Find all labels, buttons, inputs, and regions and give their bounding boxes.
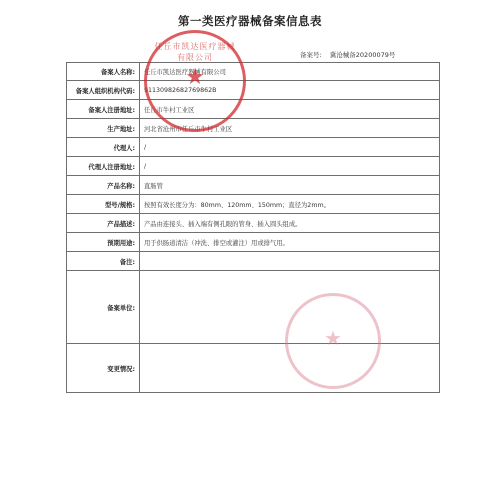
page-title: 第一类医疗器械备案信息表 xyxy=(178,14,322,28)
table-row xyxy=(67,138,440,157)
table-row xyxy=(67,63,440,81)
field-label: 产品描述: xyxy=(67,214,140,233)
field-label: 备案人名称: xyxy=(67,63,140,81)
record-number xyxy=(300,50,395,59)
field-label: 型号/规格: xyxy=(67,195,140,214)
field-label: 备案人组织机构代码: xyxy=(67,81,140,100)
change-info-label: 变更情况: xyxy=(67,344,140,393)
table-row xyxy=(67,100,440,119)
field-value: 用于供肠道清洁（冲洗、排空或灌注）用或排气用。 xyxy=(140,233,440,252)
field-value: / xyxy=(140,157,440,176)
field-value: / xyxy=(140,138,440,157)
field-label: 备注: xyxy=(67,252,140,271)
table-row xyxy=(67,195,440,214)
company-seal-text: 任丘市凯达医疗器械有限公司 xyxy=(154,42,236,62)
record-info-table xyxy=(66,62,440,393)
field-label: 产品名称: xyxy=(67,176,140,195)
table-row xyxy=(67,214,440,233)
approval-label: 备案单位: xyxy=(67,271,140,344)
field-label: 备案人注册地址: xyxy=(67,100,140,119)
field-value: 任丘市牛村工业区 xyxy=(140,100,440,119)
record-number-label: 备案号: xyxy=(300,51,322,59)
seal-star-icon: ★ xyxy=(324,326,342,350)
table-row xyxy=(67,271,440,344)
table-row xyxy=(67,119,440,138)
seal-star-icon: ★ xyxy=(185,65,205,90)
record-number-value: 冀沧械备20200079号 xyxy=(329,51,396,59)
table-row xyxy=(67,176,440,195)
field-value: 91130982682769862B xyxy=(140,81,440,100)
field-label: 预期用途: xyxy=(67,233,140,252)
table-row xyxy=(67,252,440,271)
field-label: 生产地址: xyxy=(67,119,140,138)
change-info-value xyxy=(140,344,440,393)
field-value xyxy=(140,252,440,271)
field-label: 代理人注册地址: xyxy=(67,157,140,176)
table-row xyxy=(67,344,440,393)
table-row xyxy=(67,233,440,252)
table-row xyxy=(67,81,440,100)
approval-cell xyxy=(140,271,440,344)
field-label: 代理人: xyxy=(67,138,140,157)
field-value: 直肠管 xyxy=(140,176,440,195)
field-value: 按照有效长度分为：80mm、120mm、150mm；直径为2mm。 xyxy=(140,195,440,214)
table-row xyxy=(67,157,440,176)
field-value: 任丘市凯达医疗器械有限公司 xyxy=(140,63,440,81)
field-value: 产品由连接头、插入端有侧孔眼的管身、插入圆头组成。 xyxy=(140,214,440,233)
field-value: 河北省沧州市任丘市牛村工业区 xyxy=(140,119,440,138)
